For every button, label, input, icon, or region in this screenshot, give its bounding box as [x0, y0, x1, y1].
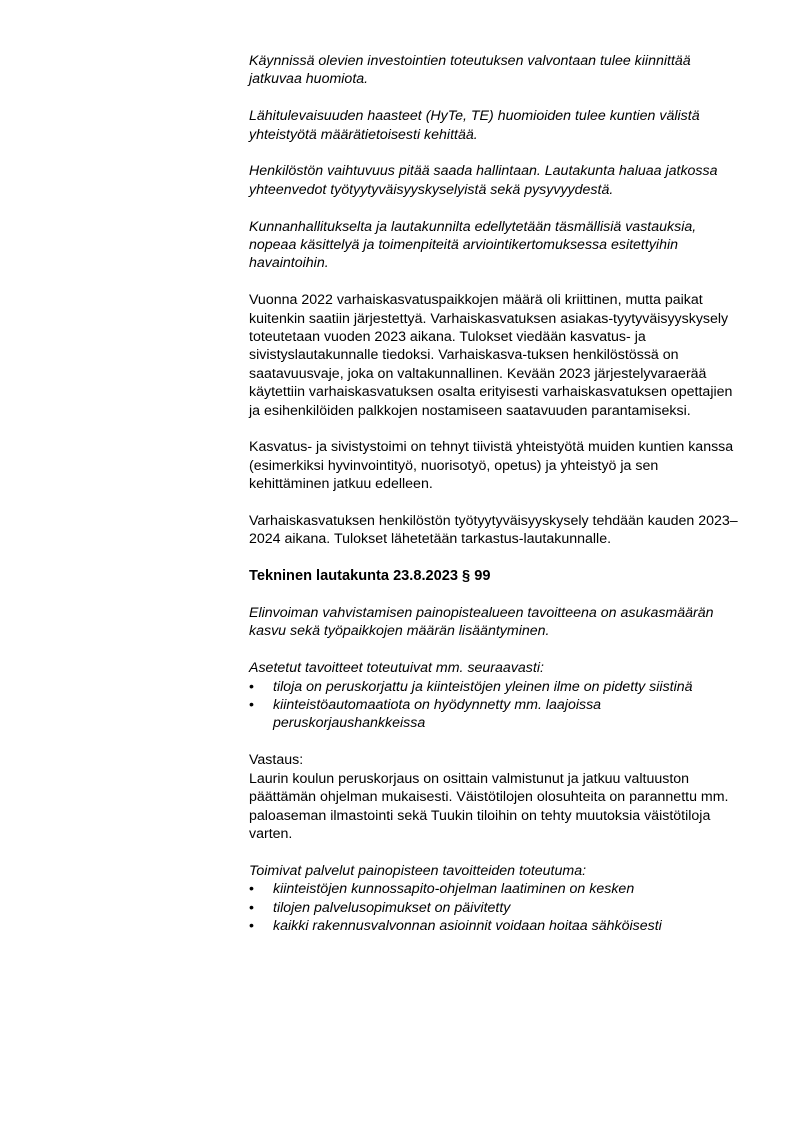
list-item — [249, 917, 739, 935]
bullet-icon: • — [249, 881, 254, 898]
response-paragraph: Kasvatus- ja sivistystoimi on tehnyt tiivistä yhteistyötä muiden kuntien kanssa (esimerkiksi hyvinvointityö, nuorisotyö, opetus) ja yhteistyö ja sen kehittäminen jatkuu edelleen. — [249, 439, 734, 493]
response-paragraph: Varhaiskasvatuksen henkilöstön työtyytyväisyyskysely tehdään kauden 2023–2024 aikana. Tulokset lähetetään tarkastus-lautakunnalle. — [249, 513, 738, 548]
list-item — [249, 899, 739, 917]
intro-paragraph: Henkilöstön vaihtuvuus pitää saada hallintaan. Lautakunta haluaa jatkossa yhteenvedot työtyytyväisyyskyselyistä sekä pysyvyydestä. — [249, 163, 718, 198]
achieved-list — [249, 678, 739, 733]
intro-paragraph: Lähitulevaisuuden haasteet (HyTe, TE) huomioiden tulee kuntien välistä yhteistyötä määrätietoisesti kehittää. — [249, 108, 700, 143]
answer-text: Laurin koulun peruskorjaus on osittain valmistunut ja jatkuu valtuuston päättämän ohjelman mukaisesti. Väistötilojen olosuhteita on parannettu mm. paloaseman ilmastointi sekä Tuukin tiloihin on tehty muutoksia väistötiloja varten. — [249, 770, 729, 842]
goal-text: Elinvoiman vahvistamisen painopistealueen tavoitteena on asukasmäärän kasvu sekä työpaikkojen määrän lisääntyminen. — [249, 605, 714, 640]
document-page — [249, 52, 739, 935]
list-item-text: kiinteistöjen kunnossapito-ohjelman laatiminen on kesken — [273, 881, 635, 898]
intro-paragraph: Käynnissä olevien investointien toteutuksen valvontaan tulee kiinnittää jatkuvaa huomiota. — [249, 53, 691, 88]
list-item-text: kaikki rakennusvalvonnan asioinnit voidaan hoitaa sähköisesti — [273, 917, 662, 934]
list-item-text: tiloja on peruskorjattu ja kiinteistöjen yleinen ilme on pidetty siistinä — [273, 678, 693, 695]
list-item — [249, 696, 739, 733]
answer-label: Vastaus: — [249, 752, 304, 769]
list-item-text: kiinteistöautomaatiota on hyödynnetty mm. laajoissa peruskorjaushankkeissa — [273, 697, 602, 732]
intro-paragraph: Kunnanhallitukselta ja lautakunnilta edellytetään täsmällisiä vastauksia, nopeaa käsittelyä ja toimenpiteitä arviointikertomuksessa esitettyihin havaintoihin. — [249, 218, 697, 272]
list-item-text: tilojen palvelusopimukset on päivitetty — [273, 899, 511, 916]
list-item — [249, 678, 739, 696]
achieved-lead: Asetetut tavoitteet toteutuivat mm. seuraavasti: — [249, 660, 544, 677]
response-paragraph: Vuonna 2022 varhaiskasvatuspaikkojen määrä oli kriittinen, mutta paikat kuitenkin saatiin järjestettyä. Varhaiskasvatuksen asiakas-tyytyväisyyskysely toteutetaan vuoden 2023 aikana. Tulokset viedään kasvatus- ja sivistyslautakunnalle tiedoksi. Varhaiskasva-tuksen henkilöstössä on saatavuusvaje, joka on valtakunnallinen. Kevään 2023 järjestelyvaraerää käytettiin varhaiskasvatuksen osalta erityisesti varhaiskasvatuksen opettajien ja esihenkilöiden palkkojen nostamiseen saatavuuden parantamiseksi. — [249, 292, 733, 419]
bullet-icon: • — [249, 899, 254, 916]
bullet-icon: • — [249, 697, 254, 714]
services-lead: Toimivat palvelut painopisteen tavoitteiden toteutuma: — [249, 862, 587, 879]
bullet-icon: • — [249, 678, 254, 695]
list-item — [249, 880, 739, 898]
bullet-icon: • — [249, 917, 254, 934]
section-heading: Tekninen lautakunta 23.8.2023 § 99 — [249, 568, 491, 585]
services-list — [249, 880, 739, 935]
